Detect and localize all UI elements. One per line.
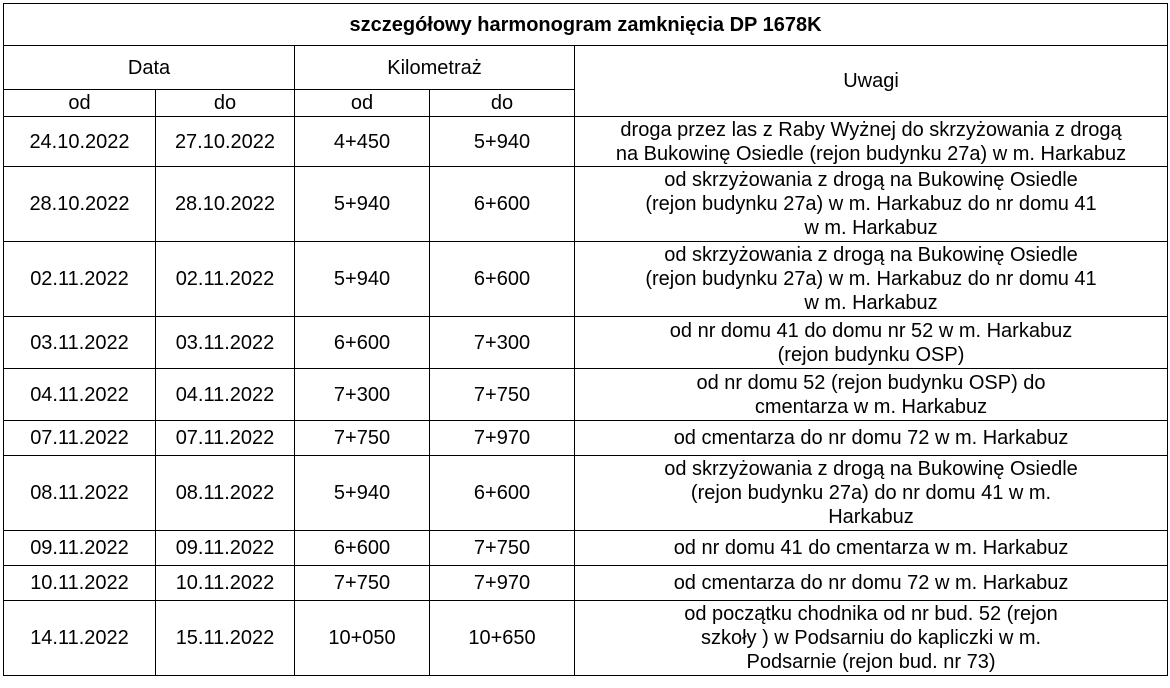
cell-km-from: 7+750 [295, 566, 430, 601]
cell-date-to: 02.11.2022 [156, 242, 295, 317]
header-date-from: od [4, 90, 156, 117]
remark-line: od cmentarza do nr domu 72 w m. Harkabuz [673, 427, 1069, 449]
remark-line: (rejon budynku 27a) do nr domu 41 w m. [690, 482, 1052, 504]
table-row [4, 566, 1168, 601]
remark-line: droga przez las z Raby Wyżnej do skrzyżowania z drogą [620, 118, 1122, 141]
cell-date-from: 02.11.2022 [4, 242, 156, 317]
cell-remark [575, 242, 1168, 317]
remark-line: (rejon budynku OSP) [777, 343, 965, 366]
table-row [4, 242, 1168, 317]
remark-line: od skrzyżowania z drogą na Bukowinę Osiedle [664, 244, 1078, 266]
table-row [4, 456, 1168, 531]
cell-date-to: 03.11.2022 [156, 317, 295, 369]
remark-line: od skrzyżowania z drogą na Bukowinę Osiedle [664, 458, 1078, 480]
cell-date-from: 04.11.2022 [4, 369, 156, 421]
cell-remark [575, 421, 1168, 456]
table-row [4, 601, 1168, 676]
remark-line: od cmentarza do nr domu 72 w m. Harkabuz [673, 572, 1069, 594]
header-kilometraz: Kilometraż [295, 46, 575, 90]
cell-date-from: 10.11.2022 [4, 566, 156, 601]
cell-remark [575, 531, 1168, 566]
cell-date-from: 07.11.2022 [4, 421, 156, 456]
table-title: szczegółowy harmonogram zamknięcia DP 1678K [4, 4, 1168, 46]
remark-line: szkoły ) w Podsarniu do kapliczki w m. [700, 627, 1042, 649]
cell-km-from: 5+940 [295, 456, 430, 531]
remark-line: Podsarnie (rejon bud. nr 73) [746, 651, 996, 673]
header-uwagi: Uwagi [575, 46, 1168, 117]
cell-km-to: 7+970 [430, 566, 575, 601]
remark-line: na Bukowinę Osiedle (rejon budynku 27a) w m. Harkabuz [615, 142, 1127, 165]
table-row [4, 167, 1168, 242]
cell-km-to: 7+300 [430, 317, 575, 369]
header-km-from: od [295, 90, 430, 117]
cell-km-to: 7+970 [430, 421, 575, 456]
cell-km-from: 7+750 [295, 421, 430, 456]
cell-km-from: 7+300 [295, 369, 430, 421]
cell-km-to: 6+600 [430, 456, 575, 531]
cell-km-to: 6+600 [430, 167, 575, 242]
header-data: Data [4, 46, 295, 90]
cell-km-from: 4+450 [295, 117, 430, 167]
cell-date-to: 07.11.2022 [156, 421, 295, 456]
cell-km-to: 7+750 [430, 369, 575, 421]
cell-km-to: 6+600 [430, 242, 575, 317]
remark-line: od nr domu 52 (rejon budynku OSP) do [696, 371, 1046, 394]
cell-km-from: 6+600 [295, 317, 430, 369]
remark-line: (rejon budynku 27a) w m. Harkabuz do nr domu 41 [645, 193, 1097, 215]
cell-km-from: 6+600 [295, 531, 430, 566]
cell-date-to: 27.10.2022 [156, 117, 295, 167]
cell-date-from: 09.11.2022 [4, 531, 156, 566]
schedule-table [3, 3, 1168, 676]
cell-date-to: 28.10.2022 [156, 167, 295, 242]
header-km-to: do [430, 90, 575, 117]
cell-remark [575, 117, 1168, 167]
cell-date-from: 14.11.2022 [4, 601, 156, 676]
remark-line: od nr domu 41 do domu nr 52 w m. Harkabuz [669, 319, 1073, 342]
cell-date-to: 09.11.2022 [156, 531, 295, 566]
table-row [4, 317, 1168, 369]
remark-line: od skrzyżowania z drogą na Bukowinę Osiedle [664, 169, 1078, 191]
table-row [4, 369, 1168, 421]
cell-date-from: 24.10.2022 [4, 117, 156, 167]
cell-date-from: 08.11.2022 [4, 456, 156, 531]
remark-line: Harkabuz [828, 506, 914, 528]
cell-remark [575, 317, 1168, 369]
cell-date-to: 04.11.2022 [156, 369, 295, 421]
cell-remark [575, 566, 1168, 601]
cell-km-from: 5+940 [295, 167, 430, 242]
header-date-to: do [156, 90, 295, 117]
table-row [4, 117, 1168, 167]
remark-line: od nr domu 41 do cmentarza w m. Harkabuz [673, 537, 1069, 559]
table-row [4, 531, 1168, 566]
cell-remark [575, 167, 1168, 242]
remark-line: (rejon budynku 27a) w m. Harkabuz do nr domu 41 [645, 268, 1097, 290]
cell-km-from: 10+050 [295, 601, 430, 676]
cell-remark [575, 456, 1168, 531]
remark-line: w m. Harkabuz [804, 292, 938, 314]
remark-line: w m. Harkabuz [804, 217, 938, 239]
remark-line: od początku chodnika od nr bud. 52 (rejon [684, 603, 1058, 625]
cell-date-to: 15.11.2022 [156, 601, 295, 676]
table-row [4, 421, 1168, 456]
cell-km-to: 10+650 [430, 601, 575, 676]
cell-date-to: 10.11.2022 [156, 566, 295, 601]
cell-km-to: 5+940 [430, 117, 575, 167]
cell-date-from: 28.10.2022 [4, 167, 156, 242]
cell-remark [575, 601, 1168, 676]
cell-km-to: 7+750 [430, 531, 575, 566]
cell-date-to: 08.11.2022 [156, 456, 295, 531]
remark-line: cmentarza w m. Harkabuz [754, 395, 988, 418]
cell-remark [575, 369, 1168, 421]
cell-date-from: 03.11.2022 [4, 317, 156, 369]
cell-km-from: 5+940 [295, 242, 430, 317]
